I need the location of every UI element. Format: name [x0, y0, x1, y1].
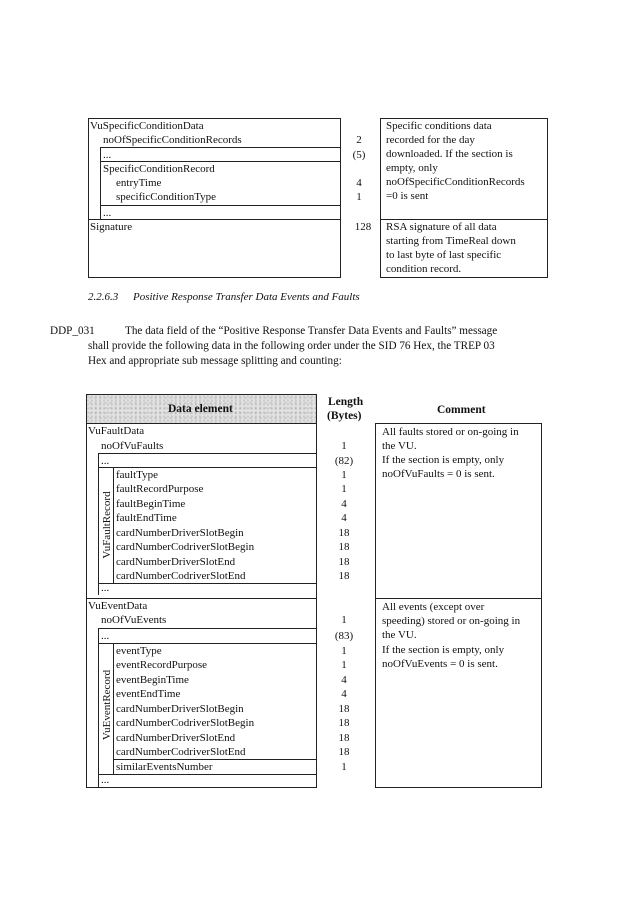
fault-comment-line: All faults stored or on-going in [382, 426, 519, 438]
event-record-field: cardNumberCodriverSlotBegin [116, 717, 255, 729]
event-comment-line: speeding) stored or on-going in [382, 615, 521, 627]
event-end-ellipsis: ... [101, 774, 110, 786]
event-record-length: 18 [338, 717, 350, 729]
fault-record-field: faultRecordPurpose [116, 483, 204, 495]
event-ellipsis-length: (83) [334, 630, 354, 642]
table1-row-label: Signature [90, 221, 133, 233]
header-comment: Comment [437, 404, 486, 416]
fault-ellipsis: ... [101, 455, 110, 467]
event-record-field: cardNumberDriverSlotEnd [116, 732, 236, 744]
event-record-field: cardNumberCodriverSlotEnd [116, 746, 246, 758]
paragraph-line: The data field of the “Positive Response Transfer Data Events and Faults” message [125, 325, 498, 337]
event-record-field: similarEventsNumber [116, 761, 213, 773]
event-record-length: 1 [341, 645, 347, 657]
header-length: Length [328, 396, 364, 408]
event-record-length: 18 [338, 746, 350, 758]
event-record-length: 4 [341, 674, 347, 686]
paragraph-line: Hex and appropriate sub message splitting and counting: [88, 355, 342, 367]
event-title: VuEventData [88, 600, 148, 612]
table1-row-length: 128 [354, 221, 372, 233]
event-record-length: 1 [341, 761, 347, 773]
fault-record-label: VuFaultRecord [101, 491, 113, 559]
fault-record-length: 1 [341, 469, 347, 481]
fault-record-field: faultType [116, 469, 158, 481]
table1-row-length: 1 [356, 191, 362, 203]
event-count-length: 1 [341, 614, 347, 626]
fault-count-label: noOfVuFaults [101, 440, 164, 452]
event-record-field: eventRecordPurpose [116, 659, 208, 671]
header-data-element: Data element [168, 403, 233, 415]
fault-record-field: cardNumberCodriverSlotEnd [116, 570, 246, 582]
table1-comment-line: RSA signature of all data [386, 221, 497, 233]
fault-record-length: 18 [338, 527, 350, 539]
table1-row-label: ... [103, 207, 112, 219]
table1-row-length: 2 [356, 134, 362, 146]
table1-comment-line: Specific conditions data [386, 120, 492, 132]
table1-comment-line: recorded for the day [386, 134, 475, 146]
header-bytes: (Bytes) [327, 410, 362, 422]
event-record-length: 18 [338, 703, 350, 715]
fault-record-field: cardNumberCodriverSlotBegin [116, 541, 255, 553]
fault-title: VuFaultData [88, 425, 145, 437]
table1-row-length: (5) [352, 149, 366, 161]
event-record-field: eventEndTime [116, 688, 181, 700]
event-comment-line: noOfVuEvents = 0 is sent. [382, 658, 498, 670]
paragraph-line: shall provide the following data in the following order under the SID 76 Hex, the TREP 03 [88, 340, 495, 352]
table1-comment-line: =0 is sent [386, 190, 429, 202]
table1-row-length: 4 [356, 177, 362, 189]
event-count-label: noOfVuEvents [101, 614, 167, 626]
section-title: Positive Response Transfer Data Events and Faults [133, 291, 360, 303]
table1-comment-line: downloaded. If the section is [386, 148, 513, 160]
event-record-length: 18 [338, 732, 350, 744]
table1-comment-line: to last byte of last specific [386, 249, 502, 261]
fault-comment-line: the VU. [382, 440, 417, 452]
fault-record-field: faultEndTime [116, 512, 177, 524]
table1-row-label: SpecificConditionRecord [103, 163, 215, 175]
fault-count-length: 1 [341, 440, 347, 452]
fault-record-length: 18 [338, 541, 350, 553]
table1-comment-line: noOfSpecificConditionRecords [386, 176, 525, 188]
event-comment-line: All events (except over [382, 601, 485, 613]
fault-comment-line: If the section is empty, only [382, 454, 505, 466]
event-record-field: eventBeginTime [116, 674, 189, 686]
table1-row-label: specificConditionType [116, 191, 217, 203]
table1-row-label: entryTime [116, 177, 162, 189]
table1-comment-line: starting from TimeReal down [386, 235, 516, 247]
fault-record-length: 18 [338, 556, 350, 568]
event-record-length: 4 [341, 688, 347, 700]
event-record-field: eventType [116, 645, 162, 657]
event-record-label: VuEventRecord [101, 669, 113, 741]
table1-comment-line: empty, only [386, 162, 438, 174]
event-record-length: 1 [341, 659, 347, 671]
fault-record-field: cardNumberDriverSlotEnd [116, 556, 236, 568]
fault-record-field: faultBeginTime [116, 498, 186, 510]
fault-comment-line: noOfVuFaults = 0 is sent. [382, 468, 495, 480]
fault-record-length: 4 [341, 512, 347, 524]
table1-row-label: VuSpecificConditionData [90, 120, 204, 132]
event-comment-line: If the section is empty, only [382, 644, 505, 656]
fault-record-field: cardNumberDriverSlotBegin [116, 527, 244, 539]
fault-end-ellipsis: ... [101, 582, 110, 594]
fault-record-length: 1 [341, 483, 347, 495]
section-number: 2.2.6.3 [88, 291, 119, 303]
fault-record-length: 18 [338, 570, 350, 582]
fault-record-length: 4 [341, 498, 347, 510]
event-record-field: cardNumberDriverSlotBegin [116, 703, 244, 715]
table1-comment-line: condition record. [386, 263, 462, 275]
event-ellipsis: ... [101, 630, 110, 642]
event-comment-line: the VU. [382, 629, 417, 641]
paragraph-id: DDP_031 [50, 325, 95, 337]
fault-ellipsis-length: (82) [334, 455, 354, 467]
table1-row-label: noOfSpecificConditionRecords [103, 134, 242, 146]
table1-row-label: ... [103, 149, 112, 161]
